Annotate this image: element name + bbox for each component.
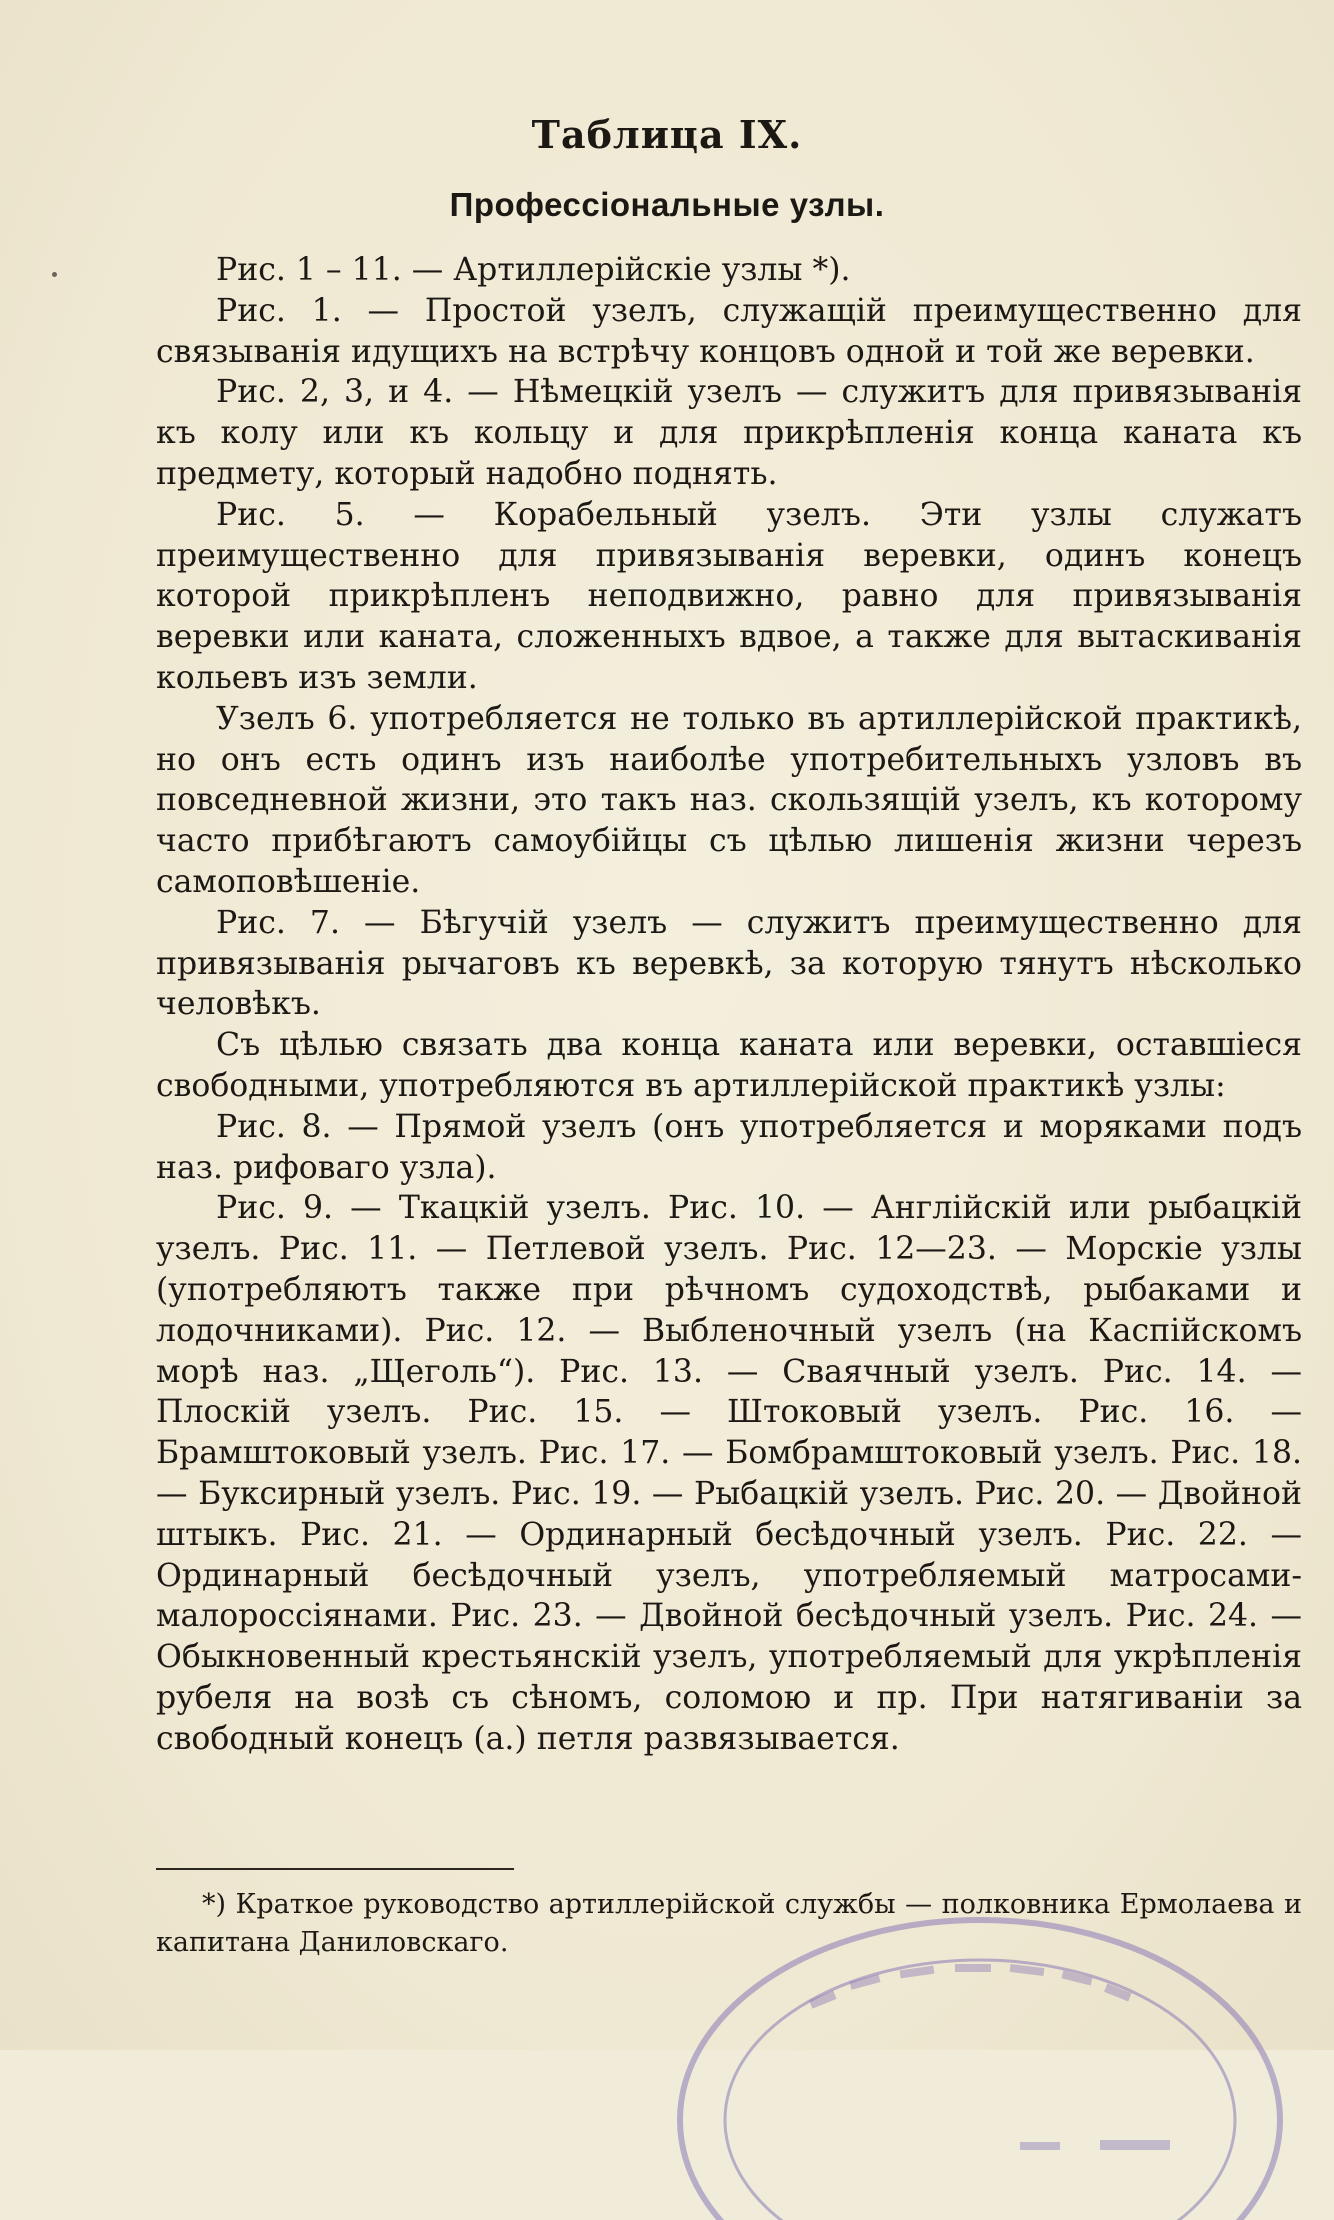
footnote: *) Краткое руководство артиллерійской службы — полковника Ермолаева и капитана Даниловскаго. [156, 1889, 1302, 1958]
paragraph-6: Рис. 7. — Бѣгучій узелъ — служитъ преимущественно для привязыванія рычаговъ къ веревкѣ, за которую тянутъ нѣсколько человѣкъ. [156, 904, 1302, 1023]
body-text [156, 250, 1302, 1759]
paragraph-1: Рис. 1 – 11. — Артиллерійскіе узлы *). [216, 252, 851, 288]
paragraph-5: Узелъ 6. употребляется не только въ артиллерійской практикѣ, но онъ есть одинъ изъ наиболѣе употребительныхъ узловъ въ повседневной жизни, это такъ наз. скользящій узелъ, къ которому часто прибѣгаютъ самоубійцы съ цѣлью лишенія жизни черезъ самоповѣшеніе. [156, 700, 1302, 900]
paragraph-2: Рис. 1. — Простой узелъ, служащій преимущественно для связыванія идущихъ на встрѣчу концовъ одной и той же веревки. [156, 292, 1302, 370]
paragraph-7: Съ цѣлью связать два конца каната или веревки, оставшіеся свободными, употребляются въ артиллерійской практикѣ узлы: [156, 1027, 1302, 1104]
paragraph-3: Рис. 2, 3, и 4. — Нѣмецкій узелъ — служитъ для привязыванія къ колу или къ кольцу и для прикрѣпленія конца каната къ предмету, который надобно поднять. [156, 374, 1302, 492]
page-title: Таблица IX. [531, 112, 803, 157]
ink-speck [52, 272, 57, 277]
page-subtitle: Профессіональные узлы. [449, 186, 885, 223]
paragraph-9: Рис. 9. — Ткацкій узелъ. Рис. 10. — Англійскій или рыбацкій узелъ. Рис. 11. — Петлевой узелъ. Рис. 12—23. — Морскіе узлы (употребляютъ также при рѣчномъ судоходствѣ, рыбаками и лодочниками). Рис. 12. — Выбленочный узелъ (на Каспійскомъ морѣ наз. „Щеголь“). Рис. 13. — Сваячный узелъ. Рис. 14. — Плоскій узелъ. Рис. 15. — Штоковый узелъ. Рис. 16. — Брамштоковый узелъ. Рис. 17. — Бомбрамштоковый узелъ. Рис. 18. — Буксирный узелъ. Рис. 19. — Рыбацкій узелъ. Рис. 20. — Двойной штыкъ. Рис. 21. — Ординарный бесѣдочный узелъ. Рис. 22. — Ординарный бесѣдочный узелъ, употребляемый матросами-малороссіянами. Рис. 23. — Двойной бесѣдочный узелъ. Рис. 24. — Обыкновенный крестьянскій узелъ, употребляемый для укрѣпленія рубеля на возѣ съ сѣномъ, соломою и пр. При натягиваніи за свободный конецъ (а.) петля развязывается. [156, 1190, 1302, 1757]
footnote-divider [156, 1868, 514, 1870]
paragraph-4: Рис. 5. — Корабельный узелъ. Эти узлы служатъ преимущественно для привязыванія веревки, одинъ конецъ которой прикрѣпленъ неподвижно, равно для привязыванія веревки или каната, сложенныхъ вдвое, а также для вытаскиванія кольевъ изъ земли. [156, 496, 1302, 696]
paragraph-8: Рис. 8. — Прямой узелъ (онъ употребляется и моряками подъ наз. рифоваго узла). [156, 1108, 1302, 1186]
